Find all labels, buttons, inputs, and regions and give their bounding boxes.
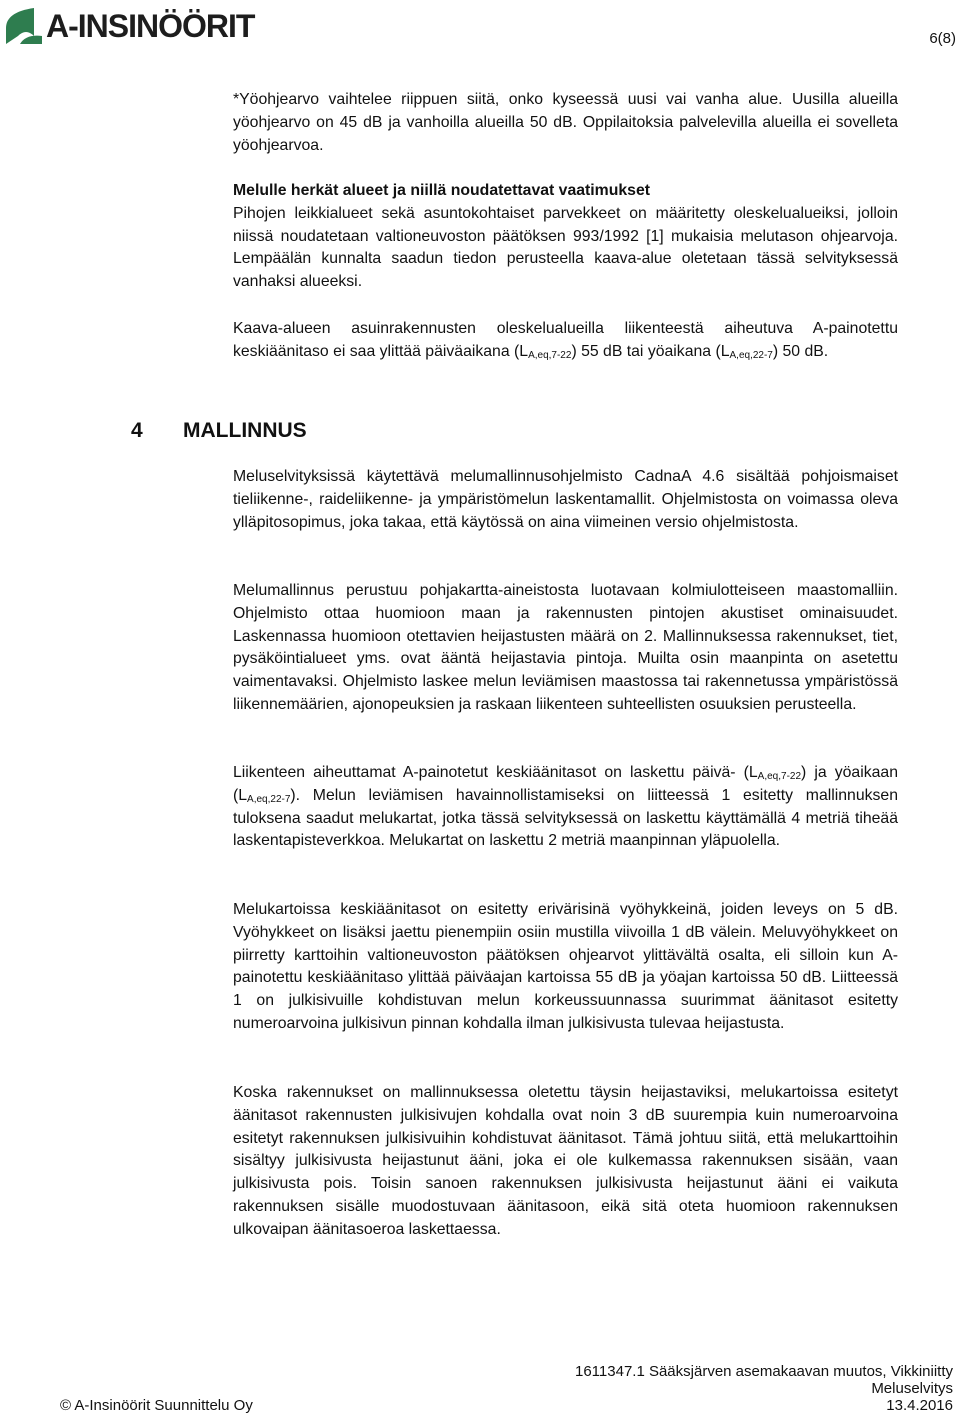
footer-project-info: 1611347.1 Sääksjärven asemakaavan muutos, Vikkiniitty Meluselvitys 13.4.2016 bbox=[575, 1363, 953, 1414]
software-paragraph: Meluselvityksissä käytettävä melumallinnusohjelmisto CadnaA 4.6 sisältää pohjoismaiset tieliikenne-, raideliikenne- ja ympäristömelun laskentamallit. Ohjelmistosta on voimassa oleva ylläpitosopimus, joka takaa, että käytössä on aina viimeinen versio ohjelmistosta. bbox=[233, 468, 898, 531]
footer-copyright: © A-Insinöörit Suunnittelu Oy bbox=[60, 1397, 253, 1414]
company-logo bbox=[4, 4, 254, 48]
logo-wordmark: A-INSINÖÖRIT bbox=[46, 8, 255, 44]
sensitive-areas-section bbox=[233, 180, 898, 294]
section-heading bbox=[131, 419, 307, 443]
sensitive-areas-paragraph: Pihojen leikkialueet sekä asuntokohtaiset parvekkeet on määritetty oleskelualueiksi, jolloin niissä noudatetaan valtioneuvoston päätöksen 993/1992 [1] mukaisia melutason ohjearvoja. Lempäälän kunnalta saadun tiedon perusteella kaava-alue oletetaan tässä selvityksessä vanhaksi alueeksi. bbox=[233, 204, 898, 291]
sensitive-areas-heading: Melulle herkät alueet ja niillä noudatettavat vaatimukset bbox=[233, 182, 650, 199]
traffic-noise-paragraph: Liikenteen aiheuttamat A-painotetut keskiäänitasot on laskettu päivä- $(L_{A,eq,7-22})$ ja yöaikaan $(L_{A,eq,22-7})$. Melun leviämisen havainnollistamiseksi on liitteessä 1 esitetty mallinnuksen tuloksena saadut melukartat, jotka tässä selvityksessä on laskettu käyttämällä 4 metriä tiheää laskentapisteverkkoa. Melukartat on laskettu 2 metriä maanpinnan yläpuolella. bbox=[233, 764, 898, 850]
logo-leaf-icon bbox=[4, 6, 44, 46]
section-title: MALLINNUS bbox=[183, 419, 307, 442]
limit-values-paragraph: Kaava-alueen asuinrakennusten oleskelualueilla liikenteestä aiheutuva A-painotettu keskiäänitaso ei saa ylittää päiväaikana $(L_{A,eq,7-22})$ 55 dB tai yöaikana $(L_{A,eq,22-7})$ 50 dB. bbox=[233, 320, 898, 361]
modelling-paragraph: Melumallinnus perustuu pohjakartta-aineistosta luotavaan kolmiulotteiseen maastomalliin. Ohjelmisto ottaa huomioon maan ja rakennusten pintojen akustiset ominaisuudet. Laskennassa huomioon otettavien heijastusten määrä on 2. Mallinnuksessa rakennukset, tiet, pysäköintialueet yms. ovat ääntä heijastavia pintoja. Muilta osin maanpinta on asetettu vaimentavaksi. Ohjelmisto laskee melun leviämisen maastossa tai rakennetussa ympäristössä liikennemäärien, ajonopeuksien ja raskaan liikenteen suhteellisten osuuksien perusteella. bbox=[233, 582, 898, 713]
noise-map-paragraph: Melukartoissa keskiäänitasot on esitetty erivärisinä vyöhykkeinä, joiden leveys on 5 dB. Vyöhykkeet on lisäksi jaettu pienempiin osiin mustilla viivoilla 1 dB välein. Meluvyöhykkeet on piirretty karttoihin valtioneuvoston päätöksen ohjearvot ylittävältä osalta, eli silloin kun A-painotettu keskiäänitaso ylittää päiväajan kartoissa 55 dB ja yöajan kartoissa 50 dB. Liitteessä 1 on julkisivuille kohdistuvan melun korkeussuunnassa suurimmat äänitasot esitetty numeroarvoina julkisivun pinnan kohdalla ilman julkisivusta tulevaa heijastusta. bbox=[233, 901, 898, 1032]
page-number: 6(8) bbox=[929, 30, 956, 47]
night-guideline-note: *Yöohjearvo vaihtelee riippuen siitä, onko kyseessä uusi vai vanha alue. Uusilla alueilla yöohjearvo on 45 dB ja vanhoilla alueilla 50 dB. Oppilaitoksia palvelevilla alueilla ei sovelleta yöohjearvoa. bbox=[233, 91, 898, 154]
reflection-paragraph: Koska rakennukset on mallinnuksessa oletettu täysin heijastaviksi, melukartoissa esitetyt äänitasot rakennusten julkisivujen kohdalla ovat noin 3 dB suurempia kuin numeroarvoina esitetyt rakennuksen julkisivuihin kohdistuvat äänitasot. Tämä johtuu siitä, että melukarttoihin sisältyy julkisivusta heijastunut ääni, joka ei ole kulkemassa rakennuksen sisään, vaan julkisivusta pois. Toisin sanoen rakennuksen julkisivusta heijastunut ääni ei vaikuta rakennuksen sisälle muodostuvaan äänitasoon, eikä sitä oteta huomioon rakennuksen ulkovaipan äänitasoeroa laskettaessa. bbox=[233, 1084, 898, 1238]
section-number: 4 bbox=[131, 419, 143, 442]
